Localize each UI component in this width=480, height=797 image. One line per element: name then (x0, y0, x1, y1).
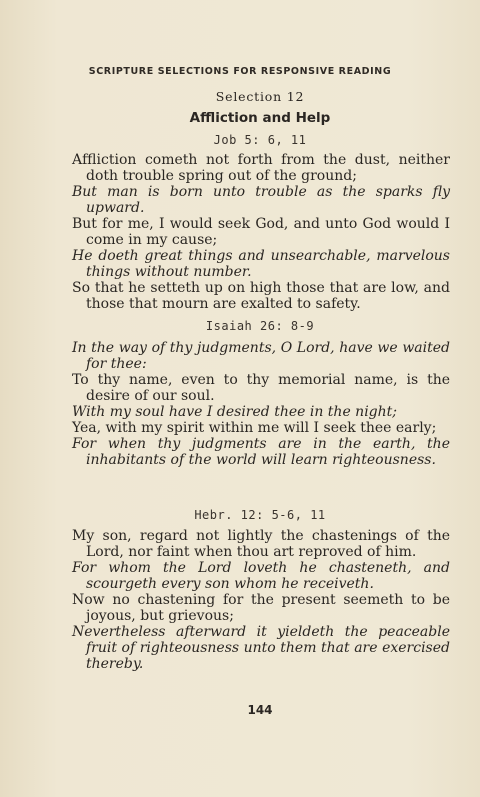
verse-response: In the way of thy judgments, O Lord, have we waited for thee: (72, 340, 450, 372)
scripture-reference: Job 5: 6, 11 (213, 133, 307, 147)
verse-line: To thy name, even to thy memorial name, is the desire of our soul. (72, 372, 450, 404)
reading-block (72, 340, 450, 468)
verse-response: For when thy judgments are in the earth, the inhabitants of the world will learn righteousness. (72, 436, 450, 468)
reading-block (72, 528, 450, 672)
reading-block (72, 152, 450, 312)
verse-line: Affliction cometh not forth from the dust, neither doth trouble spring out of the ground; (72, 152, 450, 184)
verse-line: So that he setteth up on high those that are low, and those that mourn are exalted to safety. (72, 280, 450, 312)
selection-title: Affliction and Help (189, 110, 331, 126)
selection-heading: Selection 12 (215, 89, 305, 104)
verse-line: My son, regard not lightly the chastenings of the Lord, nor faint when thou art reproved of him. (72, 528, 450, 560)
verse-response: For whom the Lord loveth he chasteneth, and scourgeth every son whom he receiveth. (72, 560, 450, 592)
verse-response: But man is born unto trouble as the sparks fly upward. (72, 184, 450, 216)
verse-response: With my soul have I desired thee in the night; (72, 404, 397, 420)
running-head: SCRIPTURE SELECTIONS FOR RESPONSIVE READING (88, 66, 392, 77)
verse-response: He doeth great things and unsearchable, marvelous things without number. (72, 248, 450, 280)
verse-response: Nevertheless afterward it yieldeth the peaceable fruit of righteousness unto them that are exercised thereby. (72, 624, 450, 672)
verse-line: But for me, I would seek God, and unto God would I come in my cause; (72, 216, 450, 248)
scripture-reference: Hebr. 12: 5-6, 11 (194, 508, 326, 522)
verse-line: Now no chastening for the present seemeth to be joyous, but grievous; (72, 592, 450, 624)
scripture-reference: Isaiah 26: 8-9 (205, 319, 315, 333)
verse-line: Yea, with my spirit within me will I seek thee early; (72, 420, 437, 436)
page-number: 144 (247, 703, 273, 717)
